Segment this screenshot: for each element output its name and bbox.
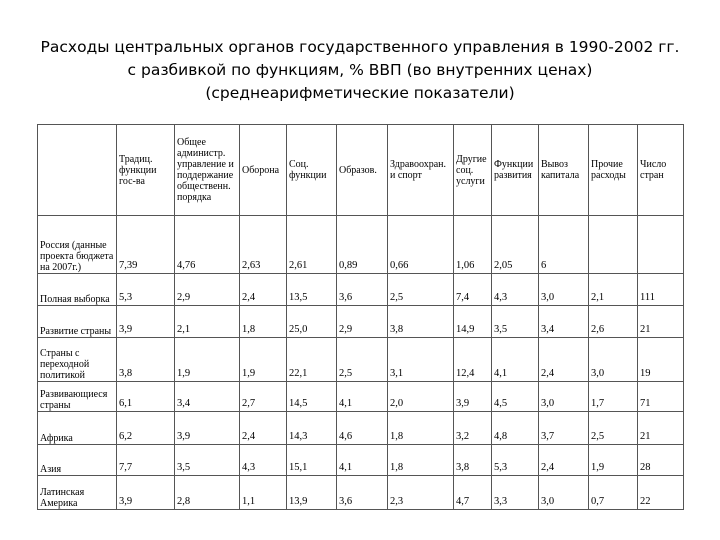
table-cell: 3,0 [589,338,638,382]
table-cell: 111 [638,274,684,306]
table-cell: 2,1 [175,306,240,338]
header-cell: Образов. [337,125,388,216]
row-label: Развивающиеся страны [38,382,117,412]
title-line-3: (среднеарифметические показатели) [205,84,515,102]
table-cell: 4,1 [492,338,539,382]
table-cell: 1,9 [175,338,240,382]
table-row [38,445,684,476]
table-cell: 4,8 [492,412,539,445]
table-cell: 3,0 [539,274,589,306]
table-cell: 2,61 [287,216,337,274]
document-title [0,36,720,105]
table-row [38,274,684,306]
table-cell: 4,76 [175,216,240,274]
table-cell: 5,3 [117,274,175,306]
table-cell: 22 [638,476,684,510]
header-cell: Прочие расходы [589,125,638,216]
table-row [38,216,684,274]
table-cell: 2,6 [589,306,638,338]
table-cell: 3,8 [388,306,454,338]
table-cell: 1,8 [388,412,454,445]
header-cell: Традиц. функции гос-ва [117,125,175,216]
header-row [38,125,684,216]
table-cell: 2,63 [240,216,287,274]
table-row [38,338,684,382]
table-cell: 22,1 [287,338,337,382]
table-cell: 1,9 [589,445,638,476]
table-cell: 1,06 [454,216,492,274]
table-cell: 2,9 [337,306,388,338]
table-cell: 2,0 [388,382,454,412]
header-cell: Оборона [240,125,287,216]
table-cell: 3,5 [492,306,539,338]
table-cell: 4,7 [454,476,492,510]
table-row [38,382,684,412]
table-cell: 4,5 [492,382,539,412]
row-label: Страны с переходной политикой [38,338,117,382]
header-cell: Другие соц. услуги [454,125,492,216]
table-cell: 2,4 [240,412,287,445]
table-cell: 3,3 [492,476,539,510]
table-cell: 4,1 [337,382,388,412]
header-cell: Функции развития [492,125,539,216]
table-cell: 3,9 [175,412,240,445]
table-cell: 3,6 [337,274,388,306]
table-cell: 71 [638,382,684,412]
row-label: Азия [38,445,117,476]
table-cell: 4,3 [492,274,539,306]
table-cell: 3,8 [117,338,175,382]
table-cell: 3,5 [175,445,240,476]
header-cell: Общее администр. управление и поддержание общественн. порядка [175,125,240,216]
table-cell: 3,1 [388,338,454,382]
table-cell [638,216,684,274]
table-cell: 19 [638,338,684,382]
table-cell: 0,66 [388,216,454,274]
row-label: Полная выборка [38,274,117,306]
table-cell: 3,9 [117,476,175,510]
table-cell: 1,1 [240,476,287,510]
table-cell: 1,9 [240,338,287,382]
table-cell: 2,4 [240,274,287,306]
row-label: Африка [38,412,117,445]
table-cell: 2,4 [539,338,589,382]
table-cell: 21 [638,412,684,445]
table-cell: 6,2 [117,412,175,445]
table-cell: 2,5 [589,412,638,445]
table-cell: 2,1 [589,274,638,306]
table-cell: 2,4 [539,445,589,476]
table-cell: 28 [638,445,684,476]
header-cell: Здравоохран. и спорт [388,125,454,216]
table-row [38,476,684,510]
table-cell: 3,0 [539,476,589,510]
table-cell: 3,6 [337,476,388,510]
table-cell: 15,1 [287,445,337,476]
table-cell: 13,9 [287,476,337,510]
table-cell: 7,39 [117,216,175,274]
table-cell: 6 [539,216,589,274]
table-cell: 4,3 [240,445,287,476]
table-cell: 0,7 [589,476,638,510]
table-cell: 2,7 [240,382,287,412]
table-cell: 13,5 [287,274,337,306]
row-label: Россия (данные проекта бюджета на 2007г.) [38,216,117,274]
table-cell [589,216,638,274]
title-line-1: Расходы центральных органов государственного управления в 1990-2002 гг. [40,38,680,56]
table-cell: 3,8 [454,445,492,476]
table-cell: 1,8 [240,306,287,338]
table-cell: 4,1 [337,445,388,476]
table-cell: 2,9 [175,274,240,306]
table-cell: 7,4 [454,274,492,306]
table-cell: 3,9 [117,306,175,338]
row-label: Латинская Америка [38,476,117,510]
table-cell: 14,9 [454,306,492,338]
header-cell [38,125,117,216]
header-cell: Соц. функции [287,125,337,216]
table-cell: 2,5 [337,338,388,382]
table-row [38,412,684,445]
table-cell: 25,0 [287,306,337,338]
table-cell: 5,3 [492,445,539,476]
header-cell: Вывоз капитала [539,125,589,216]
table-row [38,306,684,338]
table-cell: 2,3 [388,476,454,510]
table-cell: 2,05 [492,216,539,274]
table-cell: 3,9 [454,382,492,412]
table-cell: 1,8 [388,445,454,476]
table-cell: 21 [638,306,684,338]
table-cell: 7,7 [117,445,175,476]
table-cell: 1,7 [589,382,638,412]
table-cell: 2,8 [175,476,240,510]
table-cell: 6,1 [117,382,175,412]
table-cell: 2,5 [388,274,454,306]
table-cell: 0,89 [337,216,388,274]
table-cell: 14,3 [287,412,337,445]
table-cell: 3,7 [539,412,589,445]
title-line-2: с разбивкой по функциям, % ВВП (во внутренних ценах) [127,61,593,79]
table-cell: 3,4 [175,382,240,412]
table-cell: 3,2 [454,412,492,445]
row-label: Развитие страны [38,306,117,338]
table-cell: 4,6 [337,412,388,445]
table-cell: 12,4 [454,338,492,382]
table-cell: 3,4 [539,306,589,338]
expenditure-table [37,124,684,510]
header-cell: Число стран [638,125,684,216]
table-cell: 14,5 [287,382,337,412]
table-cell: 3,0 [539,382,589,412]
